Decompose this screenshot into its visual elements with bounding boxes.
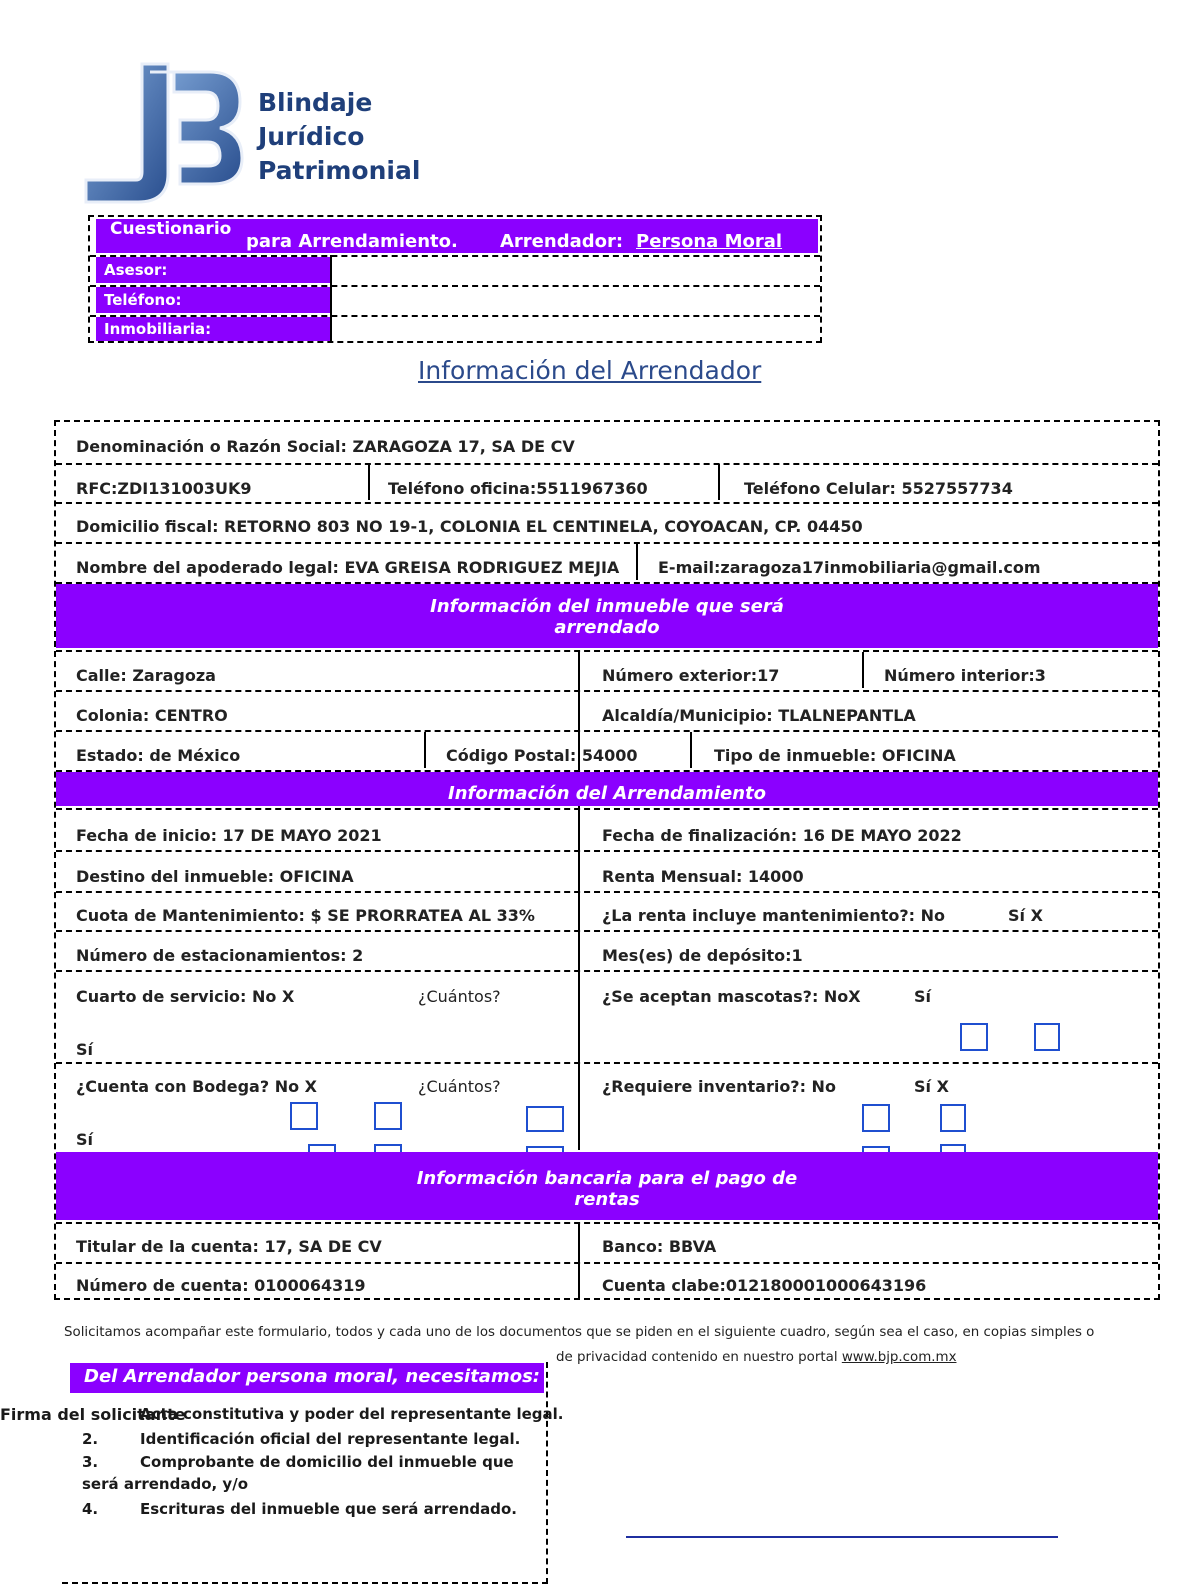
section-title: Información del Arrendador (418, 356, 762, 385)
bodega-cuantos-checkbox[interactable] (526, 1106, 564, 1132)
row-divider (56, 463, 1158, 465)
mascotas-si: Sí (914, 987, 932, 1006)
fecha-finalizacion: Fecha de finalización: 16 DE MAYO 2022 (602, 826, 962, 845)
arrendamiento-band-text: Información del Arrendamiento (448, 783, 766, 804)
firma-solicitante: Firma del solicitante (0, 1405, 186, 1424)
col-sep (718, 464, 720, 500)
inmobiliaria-label-cell (96, 317, 330, 341)
row-divider (56, 970, 1158, 972)
tipo-inmueble: Tipo de inmueble: OFICINA (714, 746, 956, 765)
renta-incluye-mantenimiento: ¿La renta incluye mantenimiento?: No (602, 906, 945, 925)
row-divider (56, 808, 1158, 810)
col-sep (368, 464, 370, 500)
logo-line2: Jurídico (258, 122, 365, 151)
logo-line3: Patrimonial (258, 156, 421, 185)
bodega: ¿Cuenta con Bodega? No X (76, 1077, 317, 1096)
apoderado-legal: Nombre del apoderado legal: EVA GREISA RODRIGUEZ MEJIA (76, 558, 620, 577)
inventario: ¿Requiere inventario?: No (602, 1077, 836, 1096)
bodega-partial-checkbox (374, 1144, 402, 1152)
email: E-mail:zaragoza17inmobiliaria@gmail.com (658, 558, 1041, 577)
bancaria-band-line2: rentas (574, 1189, 640, 1210)
header-col-sep (330, 255, 332, 341)
alcaldia: Alcaldía/Municipio: TLALNEPANTLA (602, 706, 916, 725)
row-divider (56, 1222, 1158, 1224)
documents-note-line2 (556, 1350, 957, 1365)
col-sep (424, 732, 426, 768)
row-divider (56, 730, 1158, 732)
asesor-label-cell (96, 257, 330, 283)
calle: Calle: Zaragoza (76, 666, 216, 685)
requirement-4-num: 4. (82, 1500, 99, 1518)
requirement-3-num: 3. (82, 1453, 99, 1471)
banco: Banco: BBVA (602, 1237, 717, 1256)
asesor-field[interactable] (332, 257, 820, 283)
renta-mensual: Renta Mensual: 14000 (602, 867, 804, 886)
row-divider (56, 891, 1158, 893)
title-rest: para Arrendamiento. (246, 231, 458, 252)
renta-incluye-si: Sí X (1008, 906, 1043, 925)
bancaria-band-line1: Información bancaria para el pago de (416, 1168, 798, 1189)
colonia: Colonia: CENTRO (76, 706, 228, 725)
row-divider (56, 502, 1158, 504)
company-logo (80, 62, 440, 212)
requirements-title (70, 1363, 544, 1393)
telefono-field[interactable] (332, 287, 820, 313)
col-sep (690, 732, 692, 768)
row-divider (56, 1062, 1158, 1064)
mascotas-no-checkbox[interactable] (960, 1023, 988, 1051)
requirement-2-num: 2. (82, 1430, 99, 1448)
row-divider (56, 850, 1158, 852)
telefono-oficina: Teléfono oficina:5511967360 (388, 479, 648, 498)
razon-social: Denominación o Razón Social: ZARAGOZA 17, SA DE CV (76, 437, 575, 456)
requirements-title-text: Del Arrendador persona moral, necesitamos: (84, 1366, 540, 1387)
domicilio-fiscal: Domicilio fiscal: RETORNO 803 NO 19-1, COLONIA EL CENTINELA, COYOACAN, CP. 04450 (76, 517, 863, 536)
cuarto-si: Sí (76, 1040, 94, 1059)
telefono-label-cell (96, 287, 330, 313)
meses-deposito: Mes(es) de depósito:1 (602, 946, 803, 965)
fecha-inicio: Fecha de inicio: 17 DE MAYO 2021 (76, 826, 382, 845)
codigo-postal: Código Postal: 54000 (446, 746, 638, 765)
bodega-si-checkbox[interactable] (374, 1102, 402, 1130)
inventario-si-checkbox[interactable] (940, 1104, 966, 1132)
title-word: Cuestionario (110, 219, 232, 239)
inmueble-band-line1: Información del inmueble que será (430, 596, 784, 617)
requirement-1: Acta constitutiva y poder del representante legal. (140, 1405, 564, 1423)
asesor-label: Asesor: (104, 261, 168, 279)
bodega-no-checkbox[interactable] (290, 1102, 318, 1130)
requirement-4: Escrituras del inmueble que será arrendado. (140, 1500, 517, 1518)
documents-note: Solicitamos acompañar este formulario, todos y cada uno de los documentos que se piden en el siguiente cuadro, según sea el caso, en copias simples o (64, 1325, 1095, 1340)
cuota-mantenimiento: Cuota de Mantenimiento: $ SE PRORRATEA AL 33% (76, 906, 535, 925)
col-sep (862, 652, 864, 688)
numero-cuenta: Número de cuenta: 0100064319 (76, 1276, 366, 1295)
inmueble-band (56, 584, 1158, 648)
col-sep (636, 544, 638, 580)
inmueble-band-line2: arrendado (554, 617, 660, 638)
bodega-partial-checkbox (308, 1144, 336, 1152)
col-sep (578, 810, 580, 1150)
titular-cuenta: Titular de la cuenta: 17, SA DE CV (76, 1237, 382, 1256)
mascotas: ¿Se aceptan mascotas?: NoX (602, 987, 861, 1006)
questionnaire-header (88, 215, 822, 343)
arrendador-label: Arrendador: (500, 231, 624, 252)
requirement-2: Identificación oficial del representante legal. (140, 1430, 521, 1448)
inventario-si: Sí X (914, 1077, 949, 1096)
numero-interior: Número interior:3 (884, 666, 1046, 685)
mascotas-si-checkbox[interactable] (1034, 1023, 1060, 1051)
title-band (96, 219, 818, 253)
privacy-text: de privacidad contenido en nuestro portal (556, 1350, 838, 1365)
numero-estacionamientos: Número de estacionamientos: 2 (76, 946, 364, 965)
arrendador-value: Persona Moral (636, 231, 783, 252)
bodega-si: Sí (76, 1130, 94, 1149)
destino-inmueble: Destino del inmueble: OFICINA (76, 867, 354, 886)
telefono-celular: Teléfono Celular: 5527557734 (744, 479, 1013, 498)
inmobiliaria-field[interactable] (332, 317, 820, 341)
signature-line[interactable] (626, 1536, 1058, 1538)
cuenta-clabe: Cuenta clabe:012180001000643196 (602, 1276, 927, 1295)
arrendamiento-band (56, 772, 1158, 806)
col-sep (578, 1224, 580, 1298)
requirement-3: Comprobante de domicilio del inmueble que (140, 1453, 514, 1471)
row-divider (56, 650, 1158, 652)
inventario-partial-checkbox (940, 1144, 966, 1152)
cuantos-bodega: ¿Cuántos? (418, 1077, 501, 1096)
cuarto-servicio: Cuarto de servicio: No X (76, 987, 295, 1006)
row-divider (56, 1262, 1158, 1264)
inmobiliaria-label: Inmobiliaria: (104, 320, 212, 338)
logo-line1: Blindaje (258, 88, 373, 117)
row-divider (56, 542, 1158, 544)
row-divider (56, 690, 1158, 692)
row-divider (56, 930, 1158, 932)
jbp-logo-icon (80, 62, 250, 212)
requirement-3b: será arrendado, y/o (82, 1475, 248, 1493)
requirements-box (62, 1362, 548, 1584)
inventario-no-checkbox[interactable] (862, 1104, 890, 1132)
portal-link[interactable]: www.bjp.com.mx (841, 1350, 957, 1365)
telefono-label: Teléfono: (104, 291, 182, 309)
rfc: RFC:ZDI131003UK9 (76, 479, 252, 498)
bancaria-band (56, 1152, 1158, 1220)
numero-exterior: Número exterior:17 (602, 666, 780, 685)
estado: Estado: de México (76, 746, 241, 765)
cuantos-cuarto: ¿Cuántos? (418, 987, 501, 1006)
